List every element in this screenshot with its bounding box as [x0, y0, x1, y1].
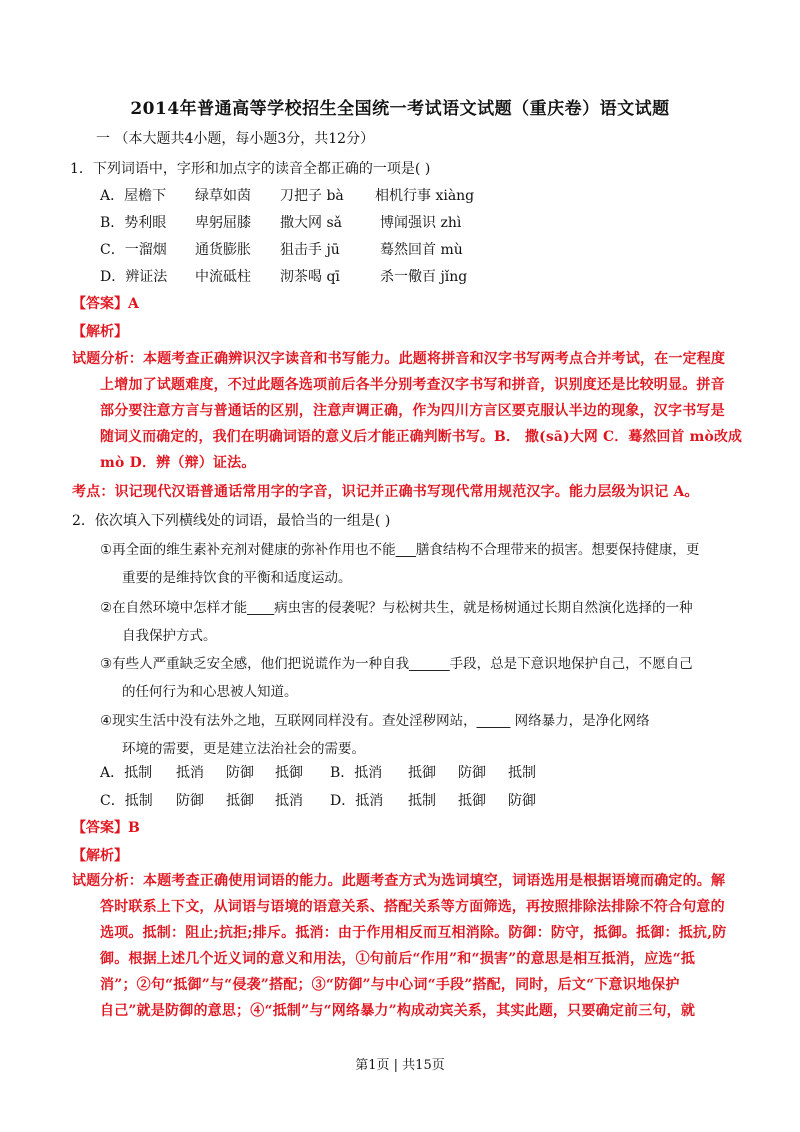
q2-sentence-4-cont: 环境的需要，更是建立法治社会的需要。 — [122, 741, 365, 757]
q1-stem: 1．下列词语中，字形和加点字的读音全都正确的一项是( ) — [70, 161, 431, 177]
q2-option-a-1: A．抵制 — [100, 765, 153, 781]
q1-option-a-word1: A．屋檐下 — [100, 188, 167, 204]
page-title: 2014年普通高等学校招生全国统一考试语文试题（重庆卷）语文试题 — [130, 99, 670, 119]
q2-analysis-line: 答时联系上下文，从词语与语境的语意关系、搭配关系等方面筛选，再按照排除法排除不符合句意的 — [100, 899, 725, 915]
q2-analysis-line: 御。根据上述几个近义词的意义和用法，①句前后“作用”和“损害”的意思是相互抵消，应选“抵 — [100, 951, 696, 967]
q2-stem: 2．依次填入下列横线处的词语，最恰当的一组是( ) — [72, 513, 391, 529]
q1-option-d-word3: 沏茶喝 qī — [280, 269, 340, 285]
q2-options-cd — [0, 790, 800, 810]
q1-option-a — [0, 185, 800, 205]
q1-analysis-line: 部分要注意方言与普通话的区别，注意声调正确，作为四川方言区要克服认半边的现象，汉字书写是 — [100, 403, 725, 419]
q1-option-d-word4: 杀一儆百 jǐng — [380, 269, 468, 285]
q2-option-a-4: 抵御 — [275, 765, 303, 781]
q1-option-a-word4: 相机行事 xiàng — [375, 188, 475, 204]
q2-analysis-line: 自己”就是防御的意思；④“抵制”与“网络暴力”构成动宾关系，其实此题，只要确定前三句，就 — [100, 1003, 696, 1019]
q2-option-c-2: 防御 — [176, 793, 204, 809]
q1-analysis-tag: 【解析】 — [72, 324, 128, 340]
q2-sentence-2: ②在自然环境中怎样才能____病虫害的侵袭呢？与松树共生，就是杨树通过长期自然演化选择的一种 — [100, 600, 693, 616]
q2-option-c-3: 抵御 — [226, 793, 254, 809]
q1-option-b — [0, 212, 800, 232]
q2-analysis-line: 选项。抵制：阻止;抗拒;排斥。抵消：由于作用相反而互相消除。防御：防守，抵御。抵御：抵抗,防 — [100, 925, 727, 941]
q2-sentence-4: ④现实生活中没有法外之地，互联网同样没有。查处淫秽网站，_____ 网络暴力，是净化网络 — [100, 713, 650, 729]
q1-analysis-line: mò D．辨（辩）证法。 — [100, 455, 256, 471]
q1-option-c-word4: 蓦然回首 mù — [380, 242, 463, 258]
q1-option-a-word3: 刀把子 bà — [280, 188, 344, 204]
page-footer: 第1页 | 共15页 — [355, 1058, 445, 1073]
q2-sentence-3-cont: 的任何行为和心思被人知道。 — [122, 684, 298, 700]
q1-option-d-word2: 中流砥柱 — [195, 269, 251, 285]
q2-analysis-tag: 【解析】 — [72, 848, 128, 864]
q1-option-b-word4: 博闻强识 zhì — [380, 215, 462, 231]
q2-option-b-3: 防御 — [458, 765, 486, 781]
q2-analysis-line: 消”；②句“抵御”与“侵袭”搭配；③“防御”与中心词“手段”搭配，同时，后文“下意识地保护 — [100, 977, 680, 993]
q1-analysis-line: 试题分析：本题考查正确辨识汉字读音和书写能力。此题将拼音和汉字书写两考点合并考试，在一定程度 — [72, 351, 726, 367]
q1-kaodian: 考点：识记现代汉语普通话常用字的字音，识记并正确书写现代常用规范汉字。能力层级为识记 A。 — [72, 484, 699, 500]
q2-option-a-3: 防御 — [226, 765, 254, 781]
q1-option-c-word3: 狙击手 jū — [280, 242, 340, 258]
q1-option-d-word1: D．辨证法 — [100, 269, 168, 285]
q2-option-c-1: C．抵制 — [100, 793, 153, 809]
section-header: 一 （本大题共4小题，每小题3分，共12分） — [96, 131, 375, 147]
q2-sentence-2-cont: 自我保护方式。 — [122, 628, 217, 644]
q1-option-b-word1: B．势利眼 — [100, 215, 167, 231]
q2-option-b-1: B．抵消 — [330, 765, 383, 781]
q2-option-d-4: 防御 — [508, 793, 536, 809]
q2-option-d-2: 抵制 — [408, 793, 436, 809]
q2-option-a-2: 抵消 — [176, 765, 204, 781]
q2-sentence-3: ③有些人严重缺乏安全感，他们把说谎作为一种自我______手段，总是下意识地保护自己，不愿自己 — [100, 656, 693, 672]
q2-sentence-1: ①再全面的维生素补充剂对健康的弥补作用也不能___膳食结构不合理带来的损害。想要保持健康，更 — [100, 542, 700, 558]
q1-option-b-word2: 卑躬屈膝 — [195, 215, 251, 231]
q1-analysis-line: 上增加了试题难度，不过此题各选项前后各半分别考查汉字书写和拼音，识别度还是比较明显。拼音 — [100, 377, 725, 393]
q2-options-ab — [0, 762, 800, 782]
q1-answer: 【答案】A — [72, 296, 139, 312]
q1-option-a-word2: 绿草如茵 — [195, 188, 251, 204]
q1-analysis-line: 随词义而确定的，我们在明确词语的意义后才能正确判断书写。B． 撒(sā)大网 C．蓦然回首 mò改成 — [100, 429, 743, 445]
q1-option-b-word3: 撒大网 sǎ — [280, 215, 342, 231]
q2-answer: 【答案】B — [72, 820, 140, 836]
q2-option-d-3: 抵御 — [458, 793, 486, 809]
q2-option-c-4: 抵消 — [275, 793, 303, 809]
q1-option-c-word1: C．一溜烟 — [100, 242, 167, 258]
q2-analysis-line: 试题分析：本题考查正确使用词语的能力。此题考查方式为选词填空，词语选用是根据语境而确定的。解 — [72, 873, 726, 889]
q2-option-b-2: 抵御 — [408, 765, 436, 781]
q2-option-b-4: 抵制 — [508, 765, 536, 781]
q2-option-d-1: D．抵消 — [330, 793, 384, 809]
q2-sentence-1-cont: 重要的是维持饮食的平衡和适度运动。 — [122, 570, 352, 586]
q1-option-d — [0, 266, 800, 286]
q1-option-c — [0, 239, 800, 259]
q1-option-c-word2: 通货膨胀 — [195, 242, 251, 258]
